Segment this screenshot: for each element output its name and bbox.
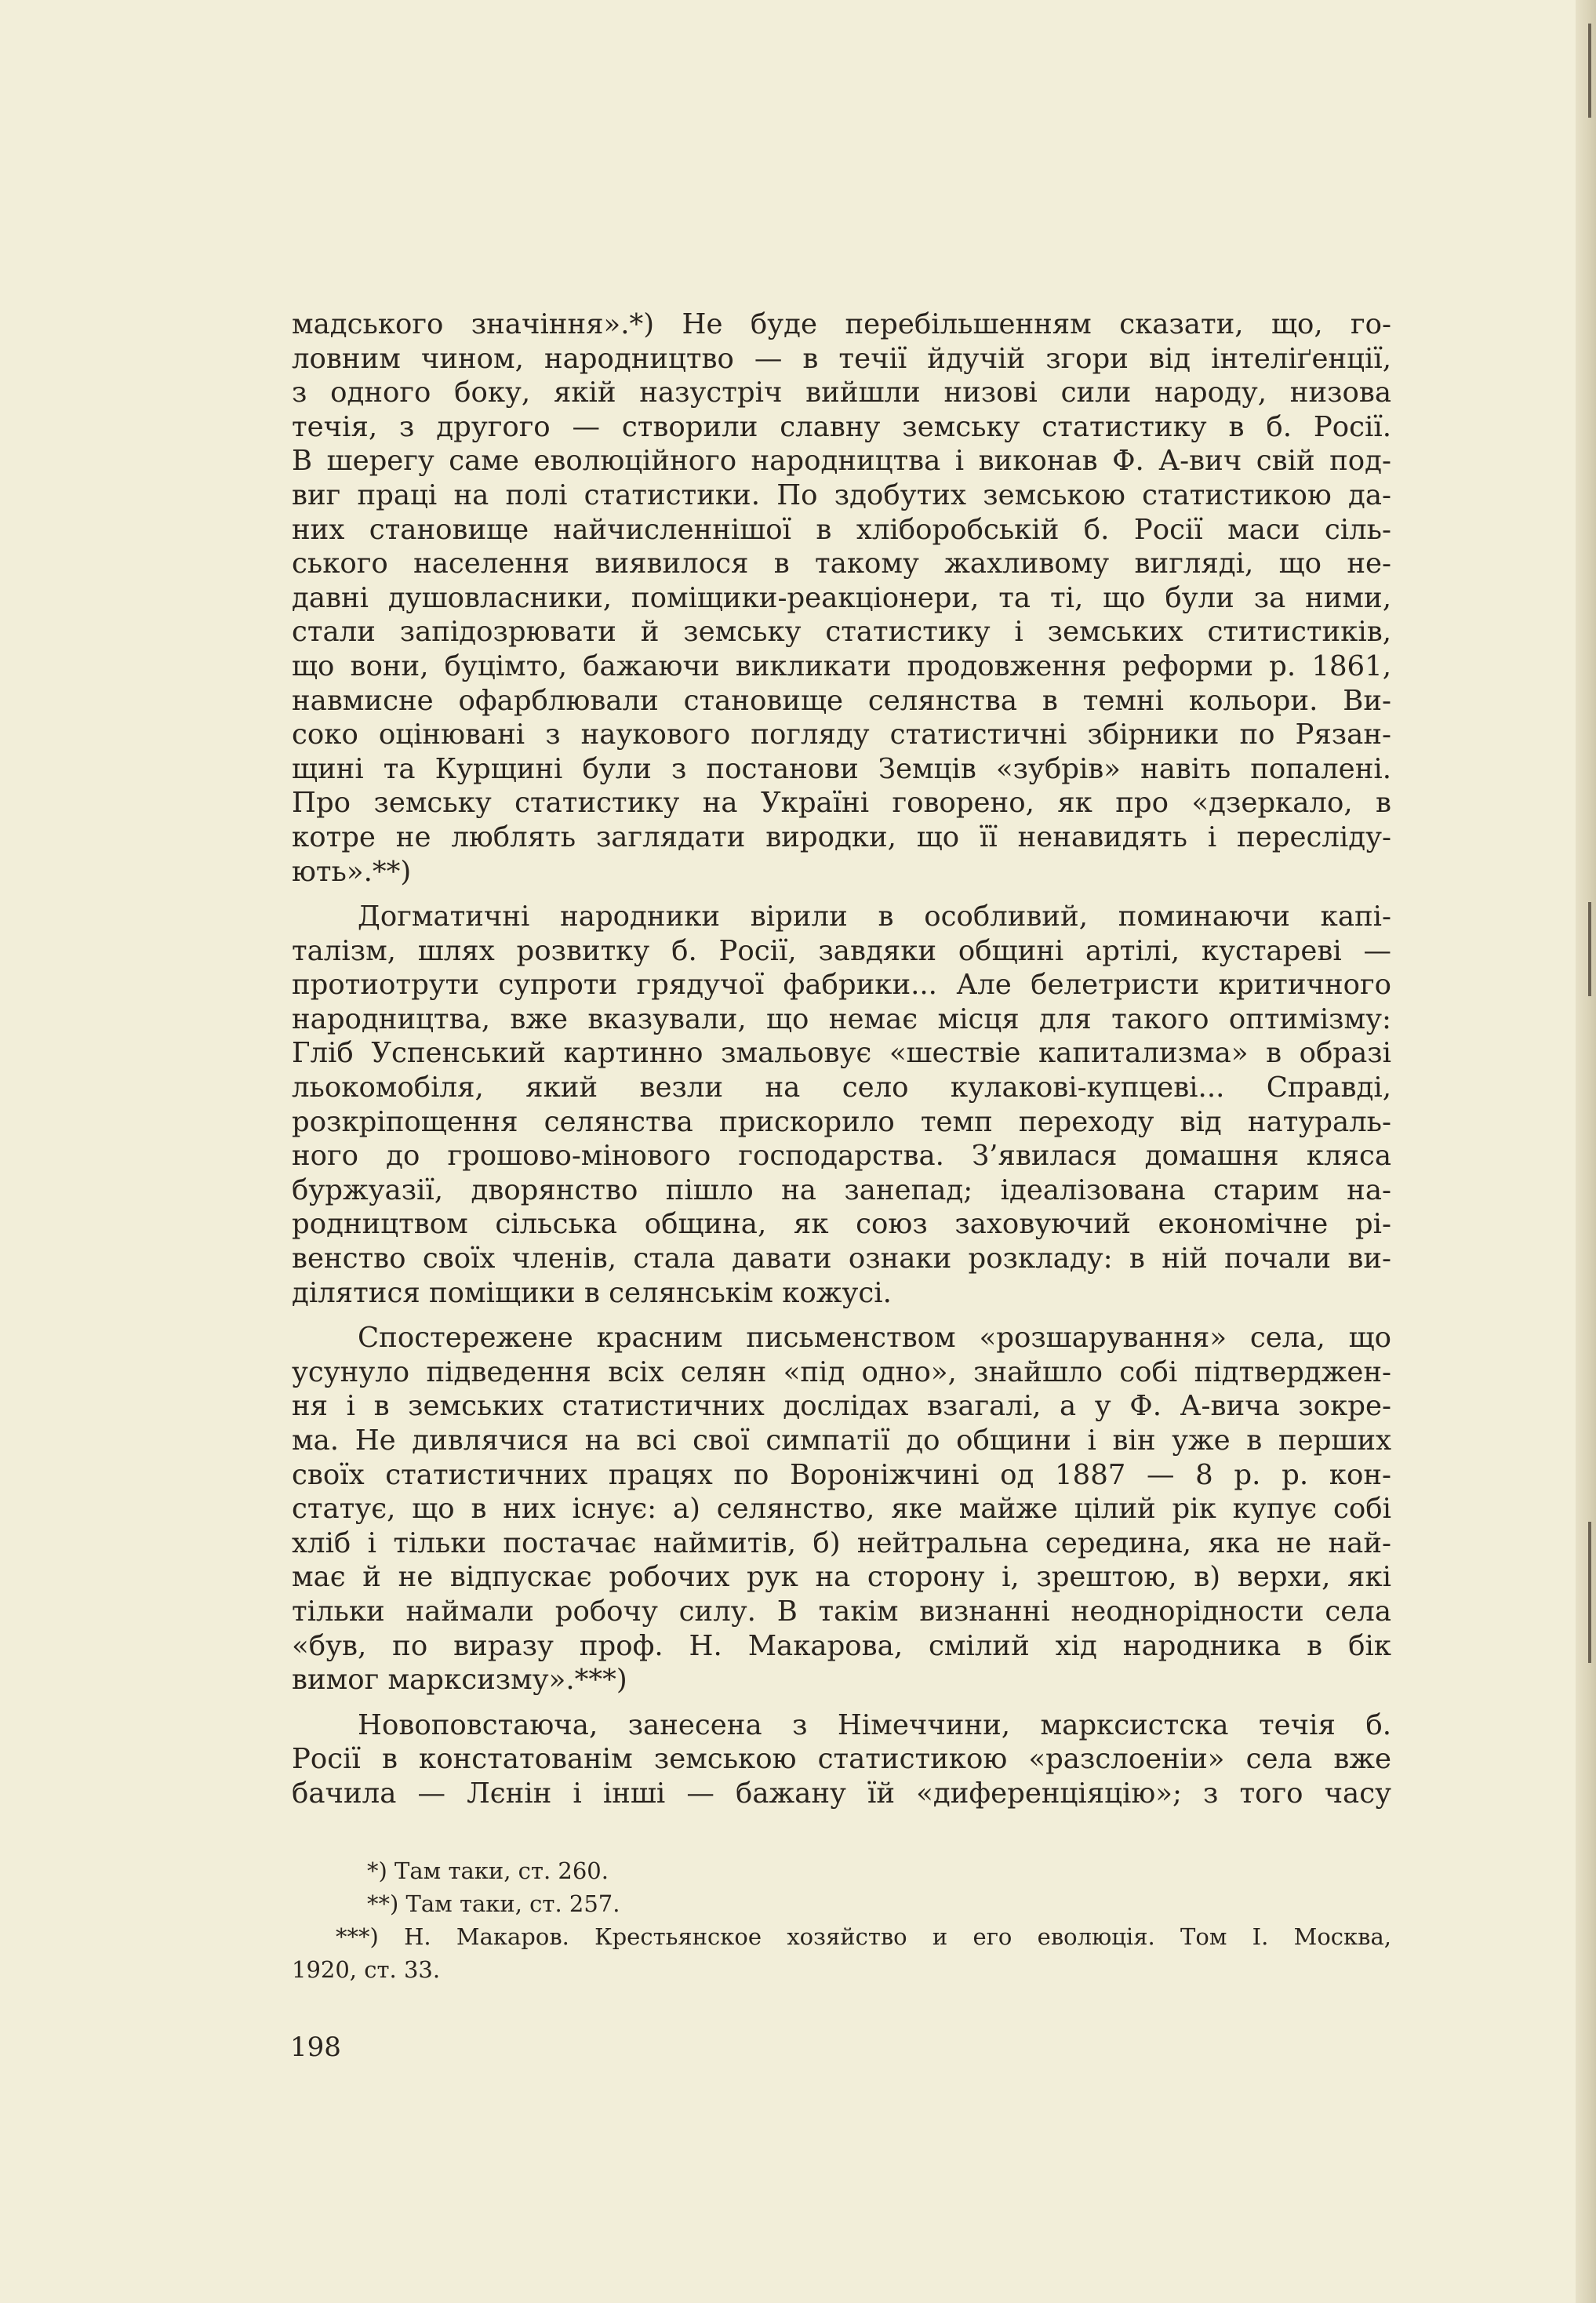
text-line: них становище найчисленнішої в хліборобській б. Росії маси сіль- (292, 513, 1391, 546)
footnote-line: *) Там таки, ст. 260. (367, 1857, 609, 1884)
text-line: Догматичні народники вірили в особливий, поминаючи капі- (358, 900, 1391, 933)
text-line: усунуло підведення всіх селян «під одно», знайшло собі підтверджен- (292, 1355, 1391, 1388)
footnote-2 (292, 1887, 1391, 1920)
footnote-1 (292, 1854, 1391, 1887)
text-line: з одного боку, якій назустріч вийшли низові сили народу, низова (292, 377, 1391, 409)
text-line: ловним чином, народництво — в течії йдучій згори від інтеліґенції, (292, 342, 1391, 375)
text-line: ділятися поміщики в селянськім кожусі. (292, 1276, 892, 1309)
text-line: народництва, вже вказували, що немає місця для такого оптимізму: (292, 1002, 1391, 1035)
text-line: хліб і тільки постачає наймитів, б) нейтральна середина, яка не най- (292, 1526, 1391, 1559)
text-line: протиотрути супроти грядучої фабрики... Але белетристи критичного (292, 969, 1391, 1002)
text-line: родництвом сільська община, як союз заховуючий економічне рі- (292, 1208, 1391, 1241)
footnote-3 (292, 1920, 1391, 1986)
paragraph-2 (292, 900, 1391, 1310)
scan-edge-mark (1588, 24, 1591, 118)
text-line: течія, з другого — створили славну земську статистику в б. Росії. (292, 410, 1391, 443)
paragraph-3 (292, 1321, 1391, 1697)
text-line: Гліб Успенський картинно змальовує «шествіе капитализма» в образі (292, 1037, 1391, 1070)
text-line: буржуазії, дворянство пішло на занепад; ідеалізована старим на- (292, 1173, 1391, 1206)
text-line: льокомобіля, який везли на село кулакові-купцеві... Справді, (292, 1071, 1391, 1104)
text-line: «був, по виразу проф. Н. Макарова, смілий хід народника в бік (292, 1629, 1391, 1662)
text-line: ма. Не дивлячися на всі свої симпатії до общини і він уже в перших (292, 1424, 1391, 1457)
text-line: ного до грошово-мінового господарства. З’явилася домашня кляса (292, 1140, 1391, 1173)
text-line: Росії в констатованім земською статистикою «разслоеніи» села вже (292, 1743, 1391, 1776)
footnote-line: **) Там таки, ст. 257. (367, 1890, 620, 1917)
text-line: Про земську статистику на Україні говорено, як про «дзеркало, в (292, 787, 1391, 820)
scan-edge-mark (1588, 1522, 1591, 1663)
text-line: має й не відпускає робочих рук на сторону і, зрештою, в) верхи, які (292, 1561, 1391, 1594)
page-number: 198 (290, 2032, 341, 2063)
footnote-line: ***) Н. Макаров. Крестьянское хозяйство и его еволюція. Том I. Москва, (336, 1923, 1391, 1950)
text-line: Новоповстаюча, занесена з Німеччини, марксистска течія б. (358, 1708, 1391, 1741)
text-line: навмисне офарблювали становище селянства в темні кольори. Ви- (292, 684, 1391, 717)
text-line: стали запідозрювати й земську статистику і земських ститистиків, (292, 616, 1391, 649)
paragraph-1 (292, 307, 1391, 889)
text-line: своїх статистичних працях по Вороніжчині од 1887 — 8 р. р. кон- (292, 1458, 1391, 1491)
scan-edge-mark (1588, 902, 1591, 996)
text-line: В шерегу саме еволюційного народництва і виконав Ф. А-вич свій под- (292, 445, 1391, 478)
text-line: котре не люблять заглядати виродки, що її ненавидять і пересліду- (292, 820, 1391, 853)
text-line: розкріпощення селянства прискорило темп переходу від натураль- (292, 1105, 1391, 1138)
scan-page-edge (1576, 0, 1596, 2303)
text-line: виг праці на полі статистики. По здобутих земською статистикою да- (292, 478, 1391, 511)
text-line: щині та Курщині були з постанови Земців «зубрів» навіть попалені. (292, 752, 1391, 785)
text-line: соко оцінювані з наукового погляду статистичні збірники по Рязан- (292, 719, 1391, 751)
page-body (292, 307, 1391, 1811)
footnotes (292, 1854, 1391, 1986)
text-line: ня і в земських статистичних дослідах взагалі, а у Ф. А-вича зокре- (292, 1390, 1391, 1423)
paragraph-4 (292, 1708, 1391, 1811)
text-line: ють».**) (292, 855, 412, 888)
text-line: вимог марксизму».***) (292, 1664, 627, 1697)
text-line: мадського значіння».*) Не буде перебільшенням сказати, що, го- (292, 308, 1391, 340)
text-line: статує, що в них існує: а) селянство, яке майже цілий рік купує собі (292, 1493, 1391, 1526)
text-line: Спостережене красним письменством «розшарування» села, що (358, 1322, 1391, 1355)
text-line: венство своїх членів, стала давати ознаки розкладу: в ній почали ви- (292, 1242, 1391, 1275)
text-line: талізм, шлях розвитку б. Росії, завдяки общині артілі, кустареві — (292, 934, 1391, 967)
text-line: тільки наймали робочу силу. В такім визнанні неоднорідности села (292, 1595, 1391, 1628)
text-line: давні душовласники, поміщики-реакціонери, та ті, що були за ними, (292, 581, 1391, 614)
text-line: що вони, буцімто, бажаючи викликати продовження реформи р. 1861, (292, 649, 1391, 682)
text-line: бачила — Лєнін і інші — бажану їй «диференціяцію»; з того часу (292, 1777, 1391, 1810)
footnote-line: 1920, ст. 33. (292, 1956, 441, 1983)
text-line: ського населення виявилося в такому жахливому вигляді, що не- (292, 548, 1391, 580)
